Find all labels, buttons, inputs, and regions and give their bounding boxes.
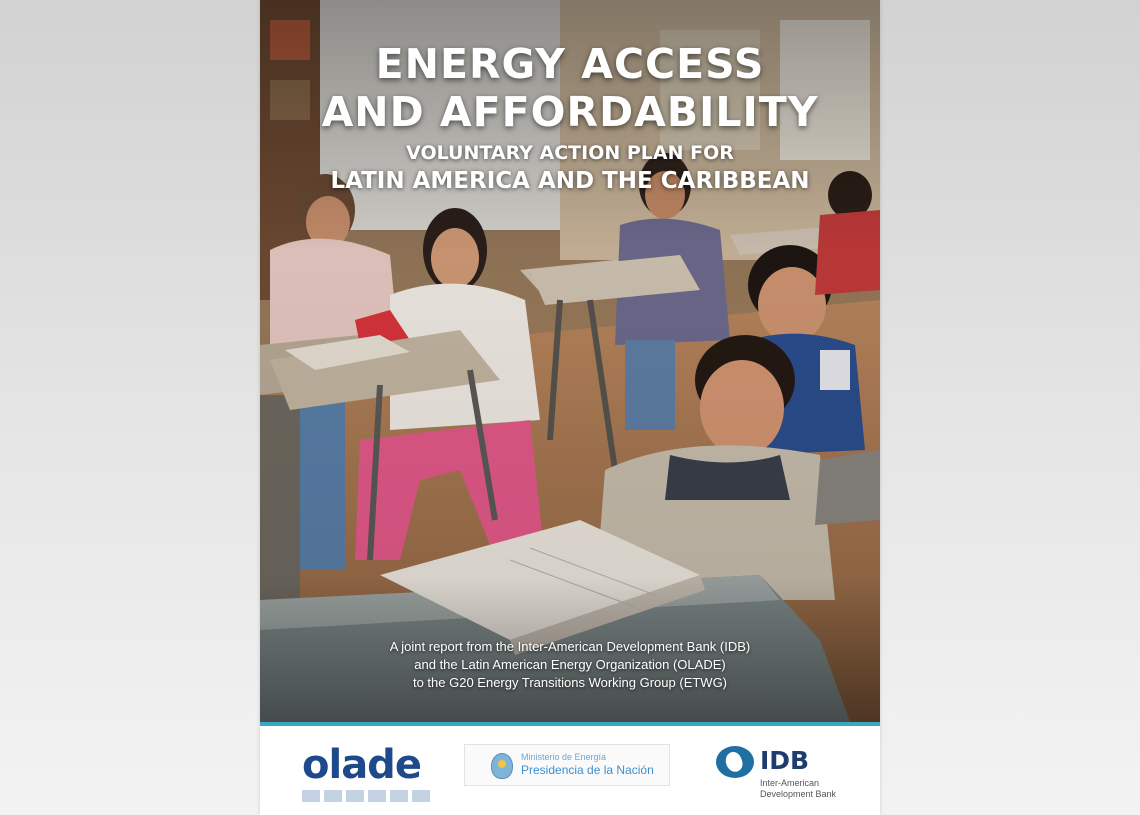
- idb-wordmark: IDB: [760, 746, 810, 775]
- idb-name-line-1: Inter-American: [760, 778, 820, 788]
- report-subtitle-line-1: VOLUNTARY ACTION PLAN FOR: [406, 142, 734, 164]
- ministerio-energia-logo: [464, 744, 670, 786]
- olade-logo: [302, 742, 432, 806]
- joint-report-credit: [260, 638, 880, 692]
- olade-wordmark: olade: [302, 742, 421, 788]
- idb-globe-icon: [716, 746, 754, 778]
- argentina-seal-icon: [491, 753, 513, 779]
- credit-line: to the G20 Energy Transitions Working Group (ETWG): [412, 675, 728, 690]
- olade-tagline-graphic: [302, 790, 432, 802]
- ministerio-name: Ministerio de Energía: [521, 752, 607, 762]
- credit-line: A joint report from the Inter-American Development Bank (IDB): [389, 639, 751, 654]
- title-block: [260, 40, 880, 194]
- report-title-line-2: AND AFFORDABILITY: [321, 88, 819, 136]
- credit-line: and the Latin American Energy Organization (OLADE): [414, 657, 726, 672]
- presidencia-name: Presidencia de la Nación: [521, 763, 654, 777]
- logo-footer: [260, 726, 880, 815]
- report-cover: [260, 0, 880, 815]
- idb-name-line-2: Development Bank: [760, 789, 837, 799]
- report-title-line-1: ENERGY ACCESS: [375, 40, 765, 88]
- idb-logo: [716, 744, 846, 804]
- report-subtitle-line-2: LATIN AMERICA AND THE CARIBBEAN: [330, 168, 810, 194]
